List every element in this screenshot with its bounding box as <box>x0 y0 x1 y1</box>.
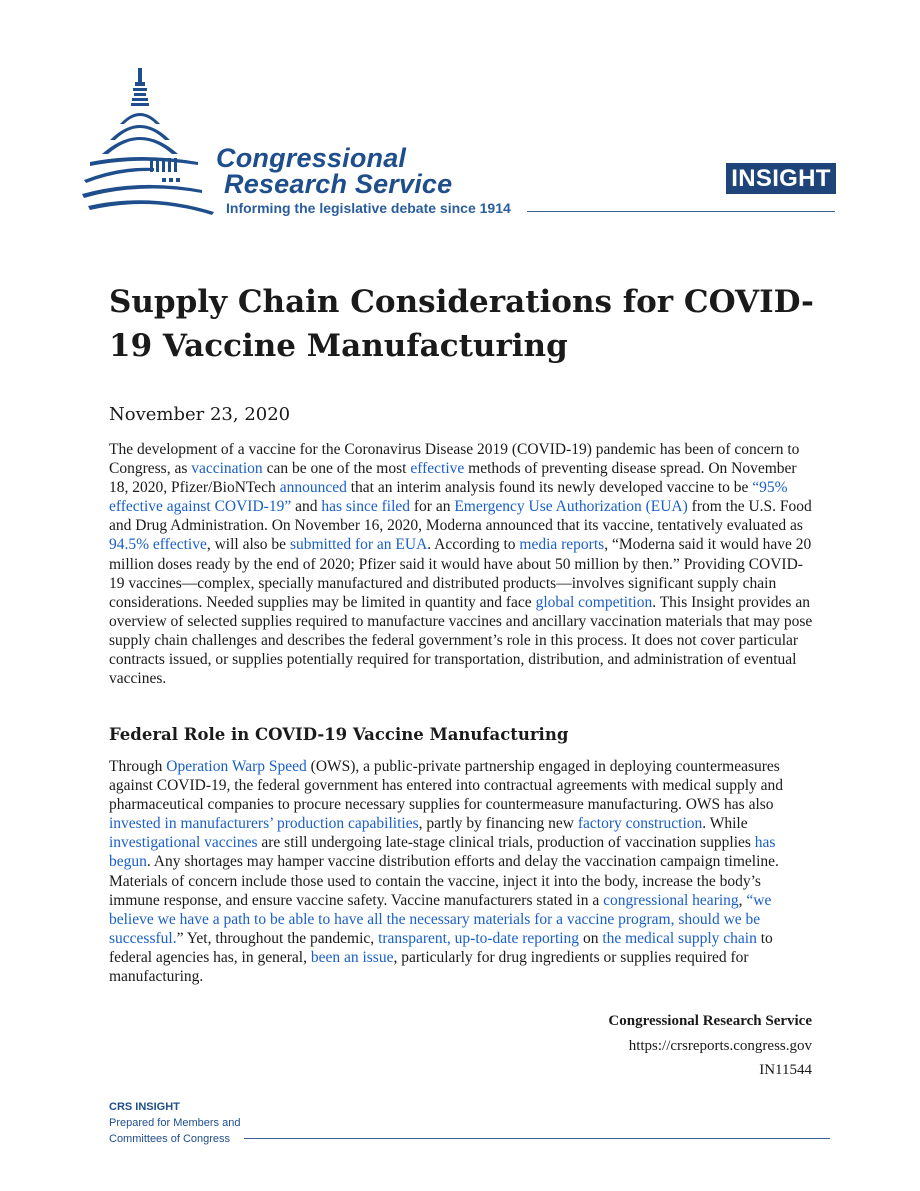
header-divider <box>527 211 835 212</box>
inline-link[interactable]: global competition <box>535 593 653 611</box>
inline-link[interactable]: announced <box>279 479 347 497</box>
logo-tagline: Informing the legislative debate since 1914 <box>226 200 511 216</box>
crs-logo <box>80 62 540 222</box>
inline-link[interactable]: “95% effective against COVID-19” <box>109 479 788 516</box>
inline-link[interactable]: “we believe we have a path to be able to have all the necessary materials for a vaccine program, should we be successful. <box>109 891 772 947</box>
signature-url[interactable]: https://crsreports.congress.gov <box>628 1038 812 1054</box>
inline-link[interactable]: effective <box>410 460 465 478</box>
text-run: . This Insight provides an overview of selected supplies required to manufacture vaccines and ancillary vaccination materials that may pose supply chain challenges and describes the federal government’s role in this process. It does not cover particular contracts issued, or supplies potentially required for transportation, distribution, and administration of eventual vaccines. <box>109 593 813 688</box>
inline-link[interactable]: has begun <box>109 834 776 871</box>
inline-link[interactable]: investigational vaccines <box>109 834 258 852</box>
text-run: , will also be <box>206 536 290 554</box>
inline-link[interactable]: Operation Warp Speed <box>166 758 307 775</box>
text-run: from the U.S. Food and Drug Administration. On November 16, 2020, Moderna announced that its vaccine, tentatively evaluated as <box>109 498 812 535</box>
text-run: on <box>579 929 603 947</box>
text-run: , “Moderna said it would have 20 million doses ready by the end of 2020; Pfizer said it would have about 50 million by then.” Providing COVID-19 vaccines—complex, specially manufactured and distributed products—involves significant supply chain considerations. Needed supplies may be limited in quantity and face <box>109 536 812 611</box>
text-run: can be one of the most <box>262 460 411 478</box>
text-run: and <box>291 498 322 516</box>
inline-link[interactable]: invested in manufacturers’ production capabilities <box>109 815 419 833</box>
inline-link[interactable]: submitted for an EUA <box>289 536 428 554</box>
text-run: are still undergoing late-stage clinical trials, production of vaccination supplies <box>257 834 755 852</box>
text-run: . While <box>702 815 748 833</box>
section-heading: Federal Role in COVID-19 Vaccine Manufacturing <box>109 725 569 744</box>
signature-org: Congressional Research Service <box>608 1013 812 1029</box>
inline-link[interactable]: Emergency Use Authorization (EUA) <box>454 498 688 516</box>
inline-link[interactable]: congressional hearing <box>603 891 739 909</box>
inline-link[interactable]: factory construction <box>577 815 703 833</box>
intro-paragraph <box>109 440 813 688</box>
text-run: to federal agencies has, in general, <box>109 929 773 966</box>
logo-text-research-service: Research Service <box>224 169 453 199</box>
inline-link[interactable]: has since filed <box>321 498 411 516</box>
insight-badge: INSIGHT <box>726 163 836 194</box>
capitol-dome-icon <box>80 62 220 222</box>
text-run: for an <box>410 498 455 516</box>
inline-link[interactable]: transparent, up-to-date reporting <box>378 929 580 947</box>
inline-link[interactable]: the medical supply chain <box>602 929 757 947</box>
text-run: , partly by financing new <box>418 815 578 833</box>
footer-line-3: Committees of Congress <box>109 1133 231 1145</box>
page-title: Supply Chain Considerations for COVID-19 Vaccine Manufacturing <box>109 284 814 364</box>
inline-link[interactable]: 94.5% effective <box>109 536 207 554</box>
text-run: , <box>738 891 747 909</box>
text-run: , particularly for drug ingredients or supplies required for manufacturing. <box>109 948 749 986</box>
footer-line-2: Prepared for Members and <box>109 1117 241 1129</box>
report-id: IN11544 <box>759 1062 812 1078</box>
inline-link[interactable]: vaccination <box>191 460 263 478</box>
text-run: . Any shortages may hamper vaccine distribution efforts and delay the vaccination campaign timeline. Materials of concern include those used to contain the vaccine, inject it into the body, increase the body’s immune response, and ensure vaccine safety. Vaccine manufacturers stated in a <box>109 853 779 909</box>
inline-link[interactable]: been an issue <box>310 948 394 966</box>
text-run: (OWS), a public-private partnership engaged in deploying countermeasures against COVID-19, the federal government has entered into contractual agreements with medical supply and pharmaceutical companies to procure necessary supplies for countermeasure manufacturing. OWS has also <box>109 758 784 814</box>
logo-text-congressional: Congressional <box>216 143 407 173</box>
text-run: . According to <box>427 536 520 554</box>
federal-role-paragraph <box>109 757 813 986</box>
footer-title: CRS INSIGHT <box>109 1101 180 1113</box>
inline-link[interactable]: media reports <box>519 536 605 554</box>
text-run: ” Yet, throughout the pandemic, <box>176 929 379 947</box>
text-run: The development of a vaccine for the Coronavirus Disease 2019 (COVID-19) pandemic has been of concern to Congress, as <box>109 441 800 478</box>
publication-date: November 23, 2020 <box>109 404 291 425</box>
text-run: Through <box>109 758 167 775</box>
text-run: that an interim analysis found its newly developed vaccine to be <box>346 479 753 497</box>
footer-divider <box>244 1138 830 1139</box>
footer <box>109 1099 240 1147</box>
text-run: methods of preventing disease spread. On November 18, 2020, Pfizer/BioNTech <box>109 460 797 497</box>
